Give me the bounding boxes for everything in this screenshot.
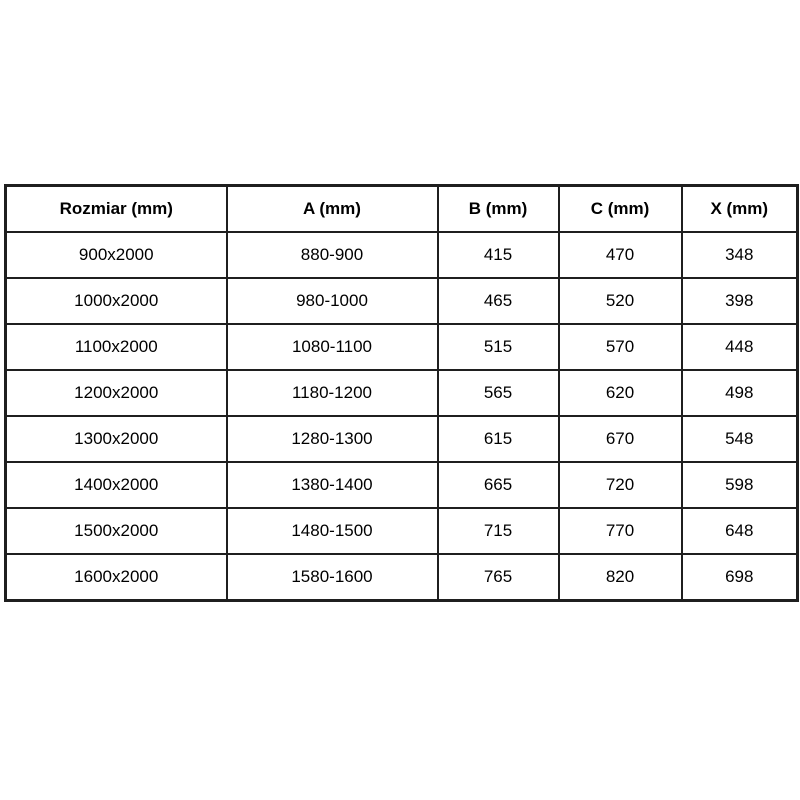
table-body bbox=[6, 232, 798, 601]
cell-rozmiar: 1500x2000 bbox=[6, 508, 227, 554]
table-row bbox=[6, 462, 798, 508]
header-row bbox=[6, 186, 798, 233]
cell-a: 1380-1400 bbox=[227, 462, 438, 508]
cell-a: 1180-1200 bbox=[227, 370, 438, 416]
column-header-c: C (mm) bbox=[559, 186, 682, 233]
cell-x: 398 bbox=[682, 278, 798, 324]
cell-x: 548 bbox=[682, 416, 798, 462]
cell-c: 720 bbox=[559, 462, 682, 508]
table-row bbox=[6, 324, 798, 370]
cell-c: 670 bbox=[559, 416, 682, 462]
cell-a: 1280-1300 bbox=[227, 416, 438, 462]
column-header-rozmiar: Rozmiar (mm) bbox=[6, 186, 227, 233]
dimensions-table bbox=[4, 184, 799, 602]
cell-b: 615 bbox=[438, 416, 559, 462]
column-header-b: B (mm) bbox=[438, 186, 559, 233]
cell-rozmiar: 1000x2000 bbox=[6, 278, 227, 324]
cell-c: 770 bbox=[559, 508, 682, 554]
cell-c: 620 bbox=[559, 370, 682, 416]
table-header bbox=[6, 186, 798, 233]
cell-x: 498 bbox=[682, 370, 798, 416]
column-header-a: A (mm) bbox=[227, 186, 438, 233]
cell-rozmiar: 1400x2000 bbox=[6, 462, 227, 508]
table-row bbox=[6, 416, 798, 462]
column-header-x: X (mm) bbox=[682, 186, 798, 233]
cell-b: 765 bbox=[438, 554, 559, 601]
cell-a: 1580-1600 bbox=[227, 554, 438, 601]
cell-c: 570 bbox=[559, 324, 682, 370]
cell-x: 598 bbox=[682, 462, 798, 508]
table-row bbox=[6, 508, 798, 554]
cell-x: 348 bbox=[682, 232, 798, 278]
cell-rozmiar: 1200x2000 bbox=[6, 370, 227, 416]
table-row bbox=[6, 232, 798, 278]
table-row bbox=[6, 278, 798, 324]
cell-x: 648 bbox=[682, 508, 798, 554]
cell-b: 515 bbox=[438, 324, 559, 370]
cell-rozmiar: 1300x2000 bbox=[6, 416, 227, 462]
cell-b: 565 bbox=[438, 370, 559, 416]
cell-c: 820 bbox=[559, 554, 682, 601]
cell-b: 465 bbox=[438, 278, 559, 324]
cell-x: 448 bbox=[682, 324, 798, 370]
cell-rozmiar: 1100x2000 bbox=[6, 324, 227, 370]
cell-a: 1080-1100 bbox=[227, 324, 438, 370]
cell-rozmiar: 1600x2000 bbox=[6, 554, 227, 601]
cell-rozmiar: 900x2000 bbox=[6, 232, 227, 278]
cell-b: 715 bbox=[438, 508, 559, 554]
cell-a: 880-900 bbox=[227, 232, 438, 278]
cell-x: 698 bbox=[682, 554, 798, 601]
cell-b: 665 bbox=[438, 462, 559, 508]
cell-a: 980-1000 bbox=[227, 278, 438, 324]
table-row bbox=[6, 554, 798, 601]
table-row bbox=[6, 370, 798, 416]
cell-c: 470 bbox=[559, 232, 682, 278]
cell-a: 1480-1500 bbox=[227, 508, 438, 554]
cell-c: 520 bbox=[559, 278, 682, 324]
cell-b: 415 bbox=[438, 232, 559, 278]
